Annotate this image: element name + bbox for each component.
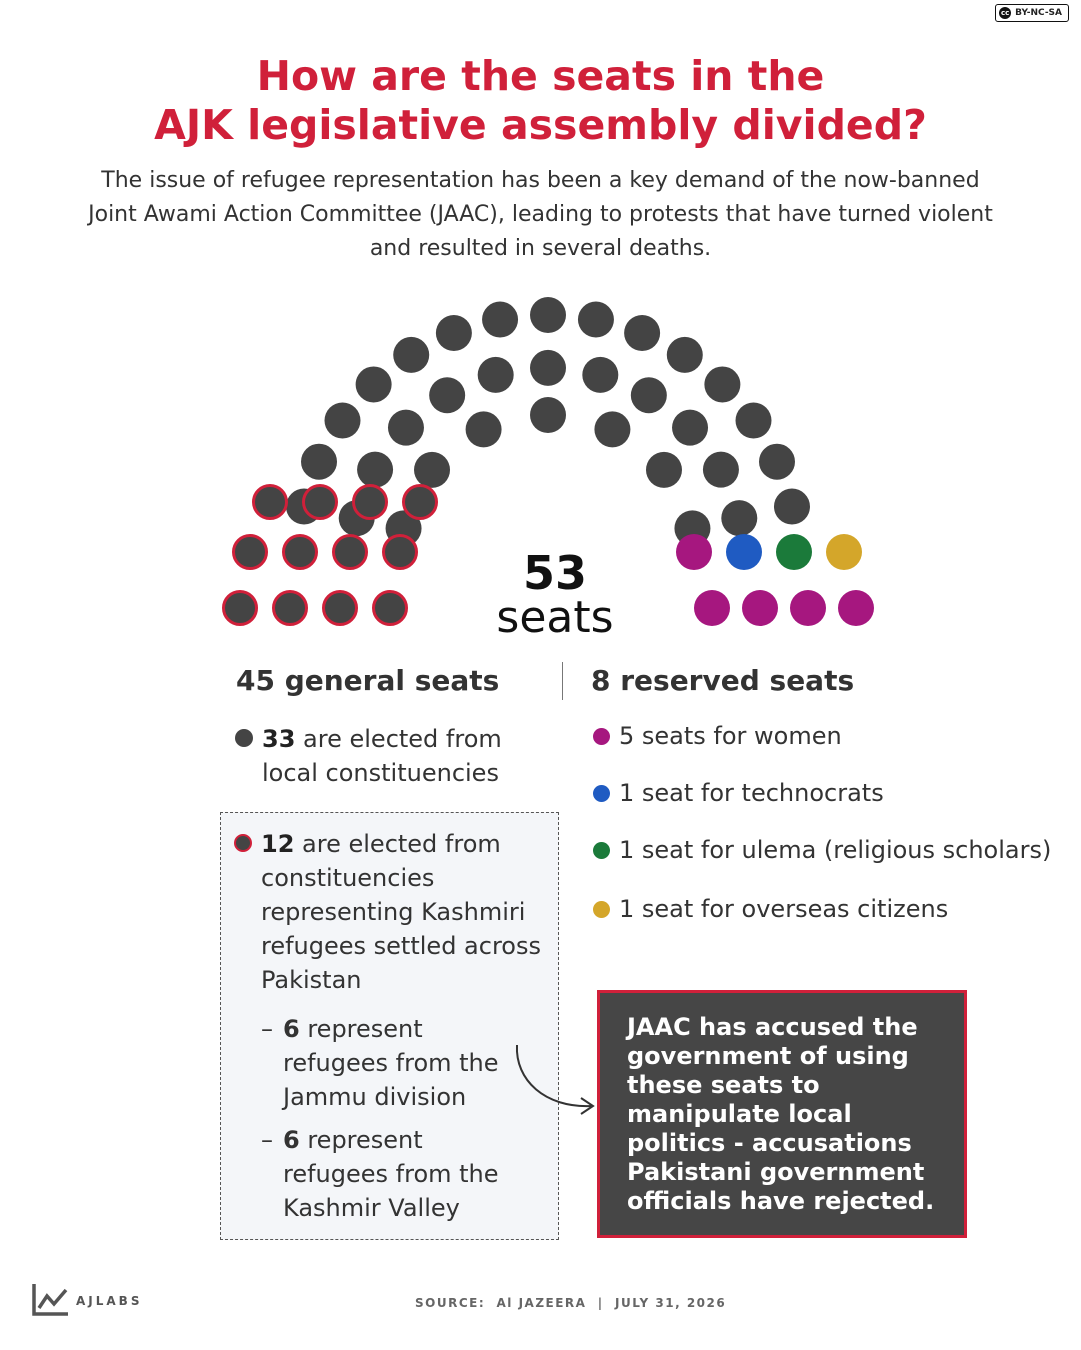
- local-seats-text: [262, 722, 502, 790]
- general-seat: [356, 366, 392, 402]
- subtitle-line-3: and resulted in several deaths.: [369, 236, 712, 261]
- general-seat: [624, 315, 660, 351]
- technocrats-seat-dot: [593, 785, 610, 802]
- technocrats-seat: [726, 534, 762, 570]
- general-seat: [478, 357, 514, 393]
- refugee-seat: [284, 536, 317, 569]
- overseas-seat: [826, 534, 862, 570]
- valley-count: 6: [283, 1126, 300, 1154]
- general-seat: [357, 452, 393, 488]
- general-seat: [594, 411, 630, 447]
- callout-line-7: officials have rejected.: [627, 1187, 935, 1215]
- jaac-callout: [597, 990, 967, 1238]
- general-seat: [582, 357, 618, 393]
- title-line-2: AJK legislative assembly divided?: [154, 101, 927, 149]
- refugee-seat: [374, 592, 407, 625]
- general-seat: [736, 402, 772, 438]
- ulema-seat: [776, 534, 812, 570]
- general-seat: [414, 452, 450, 488]
- general-seat: [672, 410, 708, 446]
- page-title: [0, 52, 1081, 150]
- callout-line-1: JAAC has accused the: [627, 1013, 918, 1041]
- local-seats-line-1: are elected from: [303, 725, 502, 753]
- valley-line-3: Kashmir Valley: [283, 1194, 460, 1222]
- women-seat: [742, 590, 778, 626]
- jammu-refugees-text: [283, 1012, 499, 1114]
- general-seat: [429, 377, 465, 413]
- general-seat: [393, 337, 429, 373]
- general-seat: [703, 452, 739, 488]
- refugee-seat: [254, 486, 287, 519]
- general-seat: [646, 452, 682, 488]
- subtitle-line-1: The issue of refugee representation has been a key demand of the now-banned: [101, 168, 980, 193]
- refugee-seats-text: [261, 827, 541, 997]
- jammu-dash: –: [261, 1015, 273, 1043]
- total-seats-word: seats: [496, 592, 614, 643]
- general-seat: [704, 366, 740, 402]
- subtitle-line-2: Joint Awami Action Committee (JAAC), leading to protests that have turned violent: [88, 202, 993, 227]
- refugee-seat: [304, 486, 337, 519]
- overseas-seat-dot: [593, 901, 610, 918]
- refugee-seats-line-1: are elected from: [302, 830, 501, 858]
- column-divider: [562, 662, 563, 700]
- jammu-line-2: refugees from the: [283, 1049, 499, 1077]
- refugee-seat: [224, 592, 257, 625]
- license-badge: [995, 4, 1069, 22]
- source-footer: SOURCE: Al JAZEERA | JULY 31, 2026: [415, 1296, 727, 1310]
- reserved-seats-heading: 8 reserved seats: [591, 664, 855, 697]
- callout-line-2: government of using: [627, 1042, 909, 1070]
- total-seats-number: 53: [522, 546, 587, 600]
- callout-line-4: manipulate local: [627, 1100, 852, 1128]
- refugee-seats-line-3: representing Kashmiri: [261, 898, 526, 926]
- women-seats-text: 5 seats for women: [619, 722, 842, 750]
- refugee-seat: [274, 592, 307, 625]
- general-seat: [388, 410, 424, 446]
- valley-line-2: refugees from the: [283, 1160, 499, 1188]
- general-seat: [631, 377, 667, 413]
- women-seat: [676, 534, 712, 570]
- general-seat: [667, 337, 703, 373]
- refugee-seats-count: 12: [261, 830, 295, 858]
- local-seat-dot: [235, 729, 253, 747]
- refugee-seat: [334, 536, 367, 569]
- refugee-seat: [404, 486, 437, 519]
- women-seat: [694, 590, 730, 626]
- callout-arrow: [505, 1040, 600, 1120]
- callout-line-3: these seats to: [627, 1071, 820, 1099]
- refugee-seat: [234, 536, 267, 569]
- callout-line-5: politics - accusations: [627, 1129, 912, 1157]
- refugee-seat-dot: [234, 834, 252, 852]
- refugee-seat: [384, 536, 417, 569]
- total-seats-label: [480, 546, 630, 643]
- jammu-line-3: Jammu division: [283, 1083, 467, 1111]
- general-seat: [324, 402, 360, 438]
- general-seat: [530, 350, 566, 386]
- general-seat: [721, 500, 757, 536]
- refugee-seats-line-5: Pakistan: [261, 966, 362, 994]
- jammu-line-1: represent: [307, 1015, 423, 1043]
- overseas-seats-text: 1 seat for overseas citizens: [619, 895, 949, 923]
- ajlabs-chart-icon: [30, 1282, 70, 1318]
- ulema-seat-dot: [593, 842, 610, 859]
- refugee-seat: [324, 592, 357, 625]
- ulema-seats-text: 1 seat for ulema (religious scholars): [619, 836, 1052, 864]
- refugee-seat: [354, 486, 387, 519]
- general-seats-heading: 45 general seats: [236, 664, 500, 697]
- general-seat: [530, 297, 566, 333]
- refugee-seats-line-2: constituencies: [261, 864, 435, 892]
- local-seats-count: 33: [262, 725, 296, 753]
- valley-line-1: represent: [307, 1126, 423, 1154]
- women-seat: [790, 590, 826, 626]
- general-seat: [578, 302, 614, 338]
- technocrats-seats-text: 1 seat for technocrats: [619, 779, 884, 807]
- refugee-seats-line-4: refugees settled across: [261, 932, 541, 960]
- callout-line-6: Pakistani government: [627, 1158, 925, 1186]
- creative-commons-icon: cc: [1001, 9, 1010, 17]
- valley-dash: –: [261, 1126, 273, 1154]
- general-seat: [530, 397, 566, 433]
- jammu-count: 6: [283, 1015, 300, 1043]
- general-seat: [759, 444, 795, 480]
- local-seats-line-2: local constituencies: [262, 759, 499, 787]
- general-seat: [482, 302, 518, 338]
- general-seat: [301, 444, 337, 480]
- valley-refugees-text: [283, 1123, 499, 1225]
- title-line-1: How are the seats in the: [256, 52, 825, 100]
- general-seat: [774, 489, 810, 525]
- license-label: BY-NC-SA: [1015, 8, 1062, 18]
- subtitle: [20, 164, 1061, 266]
- ajlabs-logo: [30, 1282, 142, 1318]
- ajlabs-wordmark: AJLABS: [76, 1294, 143, 1308]
- general-seat: [466, 411, 502, 447]
- women-seat-dot: [593, 728, 610, 745]
- women-seat: [838, 590, 874, 626]
- general-seat: [436, 315, 472, 351]
